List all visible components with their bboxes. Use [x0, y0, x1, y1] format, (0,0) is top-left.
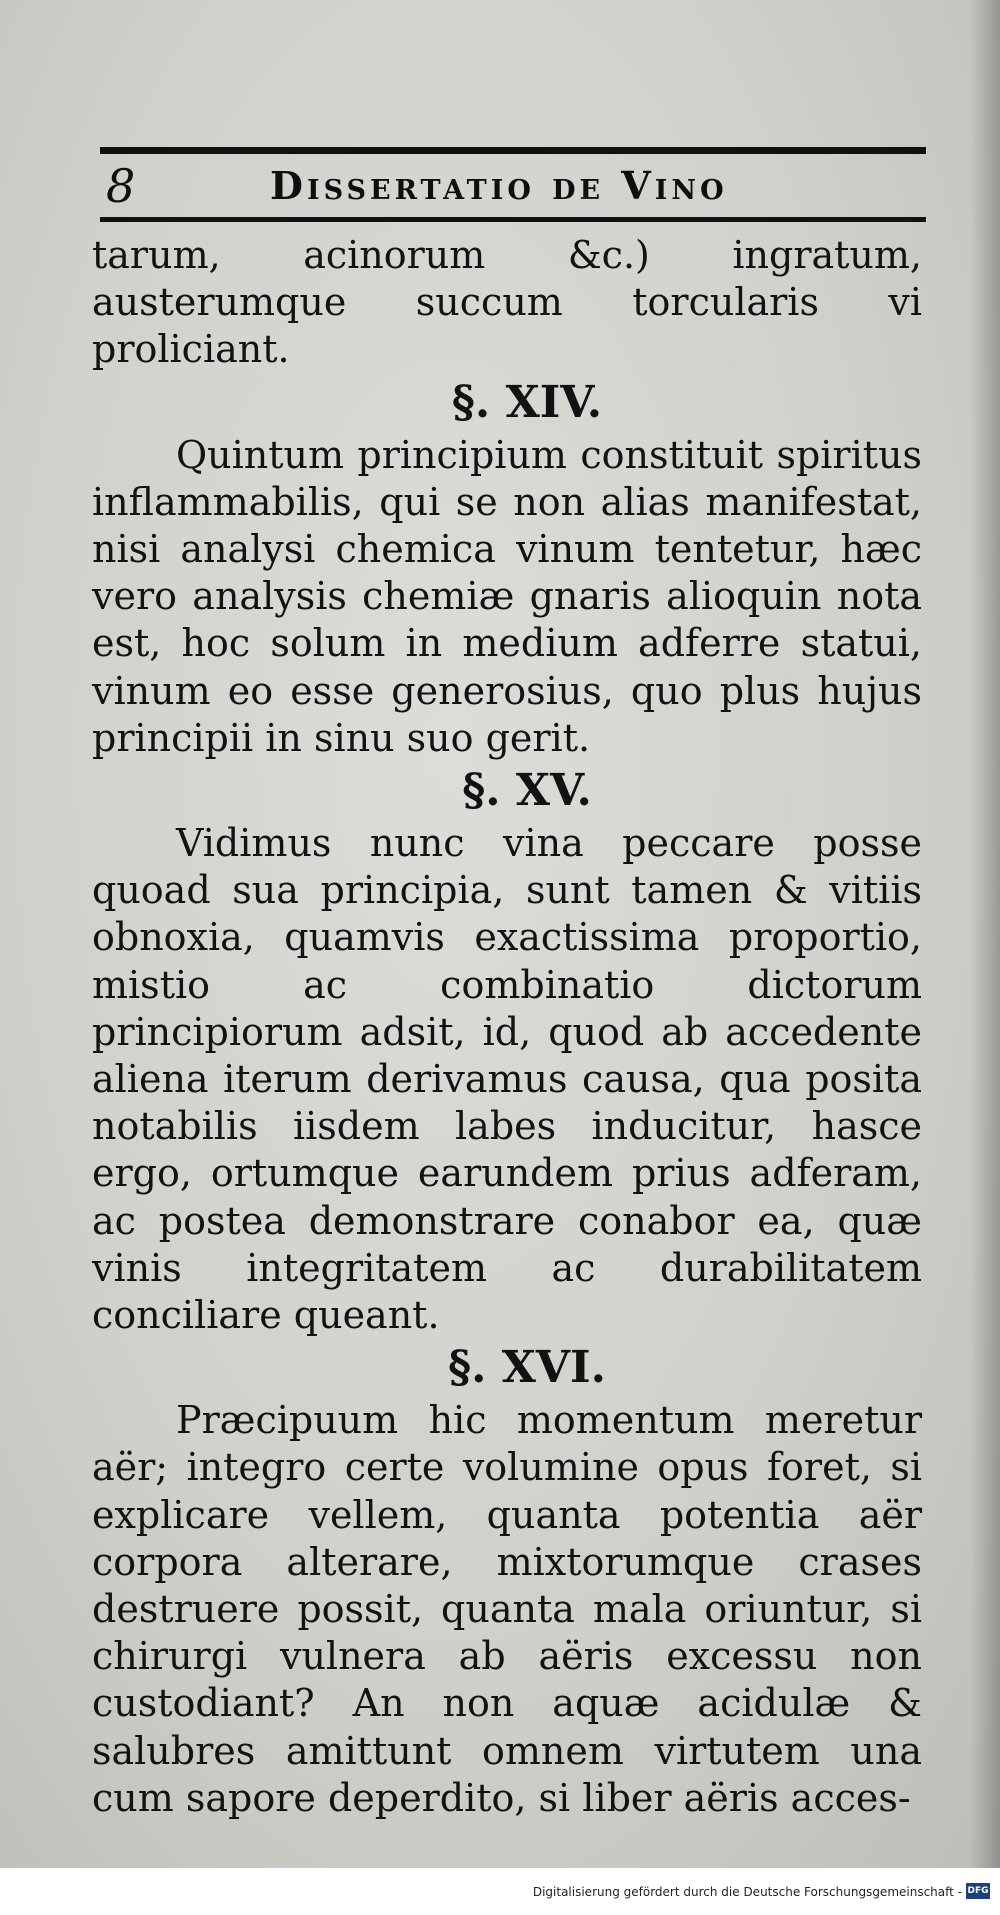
- page-number: 8: [106, 159, 136, 213]
- footer-credit: Digitalisierung gefördert durch die Deutsche Forschungsgemeinschaft -: [532, 1885, 962, 1899]
- section-xiv-paragraph: Quintum principium constituit spiritus inflammabilis, qui se non alias manifestat, nisi analysi chemica vinum tentetur, hæc vero analysis chemiæ gnaris alioquin nota est, hoc solum in medium adferre statui, vinum eo esse generosius, quo plus hujus principii in sinu suo gerit.: [92, 432, 922, 760]
- dfg-logo-icon: DFG: [966, 1883, 990, 1899]
- section-xvi-paragraph: Præcipuum hic momentum meretur aër; integro certe volumine opus foret, si explicare vellem, quanta potentia aër corpora alterare, mixtorumque crases destruere possit, quanta mala oriuntur, si chirurgi vulnera ab aëris excessu non custodiant? An non aquæ acidulæ & salubres amittunt omnem virtutem una cum sapore deperdito, si liber aëris acces-: [92, 1398, 922, 1820]
- running-head: [100, 158, 926, 214]
- body-text: [92, 232, 922, 1822]
- continuation-paragraph: tarum, acinorum &c.) ingratum, austerumque succum torcularis vi proliciant.: [92, 233, 922, 372]
- page-edge-shadow: [970, 0, 1000, 1868]
- section-heading-xvi: §. XVI.: [448, 1342, 606, 1394]
- section-heading-xv: §. XV.: [462, 765, 592, 817]
- running-title: Dissertatio de Vino: [270, 163, 728, 208]
- digitization-footer: [0, 1868, 1000, 1915]
- section-xv-paragraph: Vidimus nunc vina peccare posse quoad sua principia, sunt tamen & vitiis obnoxia, quamvis exactissima proportio, mistio ac combinatio dictorum principiorum adsit, id, quod ab accedente aliena iterum derivamus causa, qua posita notabilis iisdem labes inducitur, hasce ergo, ortumque earundem prius adferam, ac postea demonstrare conabor ea, quæ vinis integritatem ac durabilitatem conciliare queant.: [92, 821, 922, 1338]
- header-rule-bottom: [100, 217, 926, 222]
- header-rule-top: [100, 147, 926, 154]
- section-heading-xiv: §. XIV.: [451, 376, 603, 428]
